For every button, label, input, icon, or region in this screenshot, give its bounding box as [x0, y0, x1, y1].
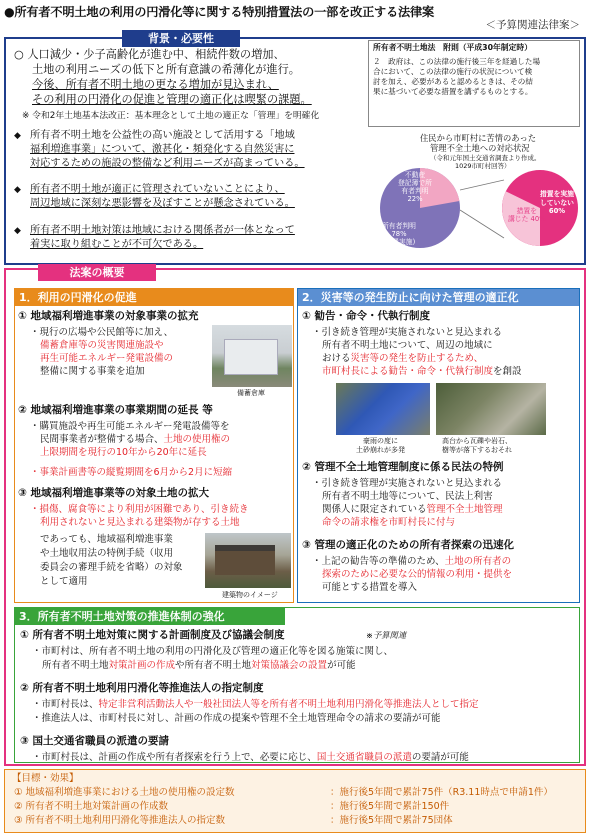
bg-b1-line3: 対応するための施設の整備など利用ニーズが高まっている。: [30, 158, 305, 169]
s2-item2-line2: 所有者不明土地等について、民法上利害: [322, 491, 493, 502]
bg-b1-line2: 福利増進事業」について、激甚化・頻発化する自然災害に: [30, 144, 295, 155]
law-line: 合において、この法律の施行の状況について検: [373, 67, 533, 76]
pie-legend-b2: (措置実施): [382, 238, 416, 246]
s1-item2-head: ② 地域福利増進事業の事業期間の延長 等: [18, 404, 213, 416]
s1-item3-line4: や土地収用法の特例手続（収用: [40, 548, 174, 559]
overview-tag: 法案の概要: [38, 264, 156, 281]
s2-item2-line4: 命令の請求権を市町村長に付与: [322, 517, 456, 528]
bg-p1-line4: その利用の円滑化の促進と管理の適正化は喫緊の課題。: [32, 93, 312, 106]
pie-note-line1: （令和元年国土交通省調査より作成。: [430, 154, 541, 162]
pie-legend-d1: 措置を: [516, 207, 538, 215]
s3-item1-note: ※予算関連: [366, 630, 407, 640]
s1-item1-head: ① 地域福利増進事業の対象事業の拡充: [18, 310, 199, 322]
building-photo: [205, 533, 291, 588]
law-title: 所有者不明土地法 附則（平成30年制定時）: [373, 43, 532, 52]
s1-item2-line3: 上限期間を現行の10年から20年に延長: [40, 447, 207, 458]
diamond-icon: ◆: [14, 226, 21, 236]
photo1-caption: 備蓄倉庫: [237, 389, 265, 397]
s1-item1-line4: 整備に関する事業を追加: [40, 366, 145, 377]
landslide-photo: [336, 383, 430, 435]
s3-item2-line1: ・市町村長は、特定非営利活動法人や一般社団法人等を所有者不明土地利用円滑化等推進法人として指定: [32, 699, 479, 710]
diamond-icon: ◆: [14, 131, 21, 141]
bg-b3-line2: 着実に取り組むことが不可欠である。: [30, 239, 204, 250]
background-tag: 背景・必要性: [122, 30, 240, 47]
law-line: 果に基づいて必要な措置を講ずるものとする。: [373, 87, 533, 96]
s2-item2-line3: 関係人に限定されている管理不全土地管理: [322, 504, 503, 515]
s1-item3-line3: であっても、地域福利増進事業: [40, 534, 173, 545]
bg-p1-line2: 土地の利用ニーズの低下と所有意識の希薄化が進行。: [32, 63, 300, 76]
s1-item1-line1: ・現行の広場や公民館等に加え、: [30, 327, 174, 338]
s3-item1-line2: 所有者不明土地対策計画の作成や所有者不明土地対策協議会の設置が可能: [42, 660, 356, 671]
s1-item1-line3: 再生可能エネルギー発電設備の: [40, 353, 174, 364]
photo3-caption-line1: 豪雨の度に: [363, 437, 398, 445]
debris-photo: [436, 383, 546, 435]
s3-item2-head: ② 所有者不明土地利用円滑化等推進法人の指定制度: [20, 682, 264, 694]
s2-item2-head: ② 管理不全土地管理制度に係る民法の特例: [302, 461, 504, 473]
s1-item2-line4: ・事業計画書等の縦覧期間を6月から2月に短縮: [30, 467, 233, 478]
section-1-header: 1．利用の円滑化の促進: [15, 289, 293, 306]
pie-legend-d2: 講じた 40%: [508, 215, 546, 223]
law-line: ２ 政府は、この法律の施行後三年を経過した場: [373, 57, 541, 66]
s2-item1-head: ① 勧告・命令・代執行制度: [302, 310, 431, 322]
pie-legend-a-pct: 22%: [407, 195, 423, 203]
photo3-caption: [356, 437, 405, 455]
storage-photo: [212, 325, 292, 387]
goal-row-1-label: ① 地域福利増進事業における土地の使用権の設定数: [14, 787, 235, 798]
section-3-header: 3．所有者不明土地対策の推進体制の強化: [15, 608, 285, 625]
bg-note: ※ 令和2年土地基本法改正：基本理念として土地の適正な「管理」を明確化: [22, 111, 320, 121]
s2-item3-line1: ・上記の勧告等の準備のため、土地の所有者の: [312, 556, 512, 567]
page-subtitle: ＜予算関連法律案＞: [485, 19, 580, 31]
photo3-caption-line2: 土砂崩れが多発: [356, 446, 405, 454]
s3-item3-head: ③ 国土交通省職員の派遣の要請: [20, 735, 170, 747]
bg-b2-line1: 所有者不明土地が適正に管理されていないことにより、: [30, 184, 285, 195]
s1-item2-line2: 民間事業者が整備する場合、土地の使用権の: [40, 434, 231, 445]
pie-legend-b-pct: 78%: [391, 230, 407, 238]
s2-item3-line3: 可能とする措置を導入: [322, 582, 418, 593]
s3-item2-line2: ・推進法人は、市町村長に対し、計画の作成の提案や管理不全土地管理命令の請求の要請が可能: [32, 713, 441, 724]
s3-item1-head: ① 所有者不明土地対策に関する計画制度及び協議会制度: [20, 629, 285, 641]
s1-item3-line1: ・損傷、腐食等により利用が困難であり、引き続き: [30, 504, 249, 515]
photo2-caption: 建築物のイメージ: [222, 591, 278, 599]
pie-legend-a1: 不動産: [404, 171, 426, 179]
pie-legend-a2: 登記簿で所: [398, 179, 432, 187]
s2-item1-line3: おける災害等の発生を防止するため、: [322, 353, 484, 364]
photo4-caption-line2: 樹等が落下するおそれ: [442, 446, 512, 454]
pie-note-line2: 1029市町村回答）: [455, 162, 511, 170]
photo4-caption-line1: 高台から瓦礫や岩石、: [442, 437, 512, 445]
bg-b2-line2: 周辺地域に深刻な悪影響を及ぼすことが懸念されている。: [30, 198, 295, 209]
s2-item1-line2: 所有者不明土地について、周辺の地域に: [322, 340, 493, 351]
photo4-caption: [442, 437, 512, 455]
goal-row-1-value: ：施行後5年間で累計75件（R3.11時点で申請1件）: [330, 787, 553, 798]
goals-title: 【目標・効果】: [12, 773, 79, 784]
pie-legend-c-pct: 60%: [548, 207, 566, 215]
pie-title-line2: 管理不全土地への対応状況: [430, 143, 530, 153]
law-line: 討を加え、必要があると認めるときは、その結: [373, 77, 533, 86]
goal-row-2-label: ② 所有者不明土地対策計画の作成数: [14, 801, 169, 812]
goal-row-3-label: ③ 所有者不明土地利用円滑化等推進法人の指定数: [14, 815, 226, 826]
bg-p1-line3: 今後、所有者不明土地の更なる増加が見込まれ、: [32, 78, 279, 91]
goal-row-2-value: ：施行後5年間で累計150件: [330, 801, 450, 812]
s2-item3-head: ③ 管理の適正化のための所有者探索の迅速化: [302, 539, 515, 551]
bg-b3-line1: 所有者不明土地対策は地域における関係者が一体となって: [30, 225, 295, 236]
s3-item1-line1: ・市町村は、所有者不明土地の利用の円滑化及び管理の適正化等を図る施策に関し、: [32, 646, 394, 657]
s2-item3-line2: 探索のために必要な公的情報の利用・提供を: [322, 569, 513, 580]
s3-item3-line1: ・市町村長は、計画の作成や所有者探索を行う上で、必要に応じ、国土交通省職員の派遣の要請が可能: [32, 752, 469, 763]
goal-row-3-value: ：施行後5年間で累計75団体: [330, 815, 453, 826]
pie-legend-c2: していない: [540, 198, 574, 207]
pie-legend-b1: 所有者判明: [382, 222, 416, 230]
bg-p1-line1: ○ 人口減少・少子高齢化が進む中、相続件数の増加、: [14, 48, 285, 61]
section-2-header: 2．災害等の発生防止に向けた管理の適正化: [298, 289, 579, 306]
s1-item3-line5: 委員会の審理手続を省略）の対象: [40, 562, 183, 573]
pie-title-line1: 住民から市町村に苦情のあった: [420, 133, 537, 143]
s1-item2-line1: ・購買施設や再生可能エネルギー発電設備等を: [30, 421, 230, 432]
page-title: ●所有者不明土地の利用の円滑化等に関する特別措置法の一部を改正する法律案: [4, 5, 434, 19]
s1-item3-head: ③ 地域福利増進事業等の対象土地の拡大: [18, 487, 210, 499]
bg-b1-line1: 所有者不明土地を公益性の高い施設として活用する「地域: [30, 130, 295, 141]
s2-item1-line1: ・引き続き管理が実施されないと見込まれる: [312, 327, 503, 338]
s1-item1-line2: 備蓄倉庫等の災害関連施設や: [40, 340, 164, 351]
s1-item3-line2: 利用されないと見込まれる建築物が存する土地: [40, 517, 240, 528]
s2-item1-line4: 市町村長による勧告・命令・代執行制度を創設: [322, 366, 522, 377]
diamond-icon: ◆: [14, 185, 21, 195]
pie-legend-c1: 措置を実施: [540, 190, 574, 198]
s2-item2-line1: ・引き続き管理が実施されないと見込まれる: [312, 478, 503, 489]
law-excerpt-box: [368, 40, 580, 127]
s1-item3-line6: として適用: [40, 576, 88, 587]
pie-legend-a3: 有者判明: [401, 187, 429, 195]
